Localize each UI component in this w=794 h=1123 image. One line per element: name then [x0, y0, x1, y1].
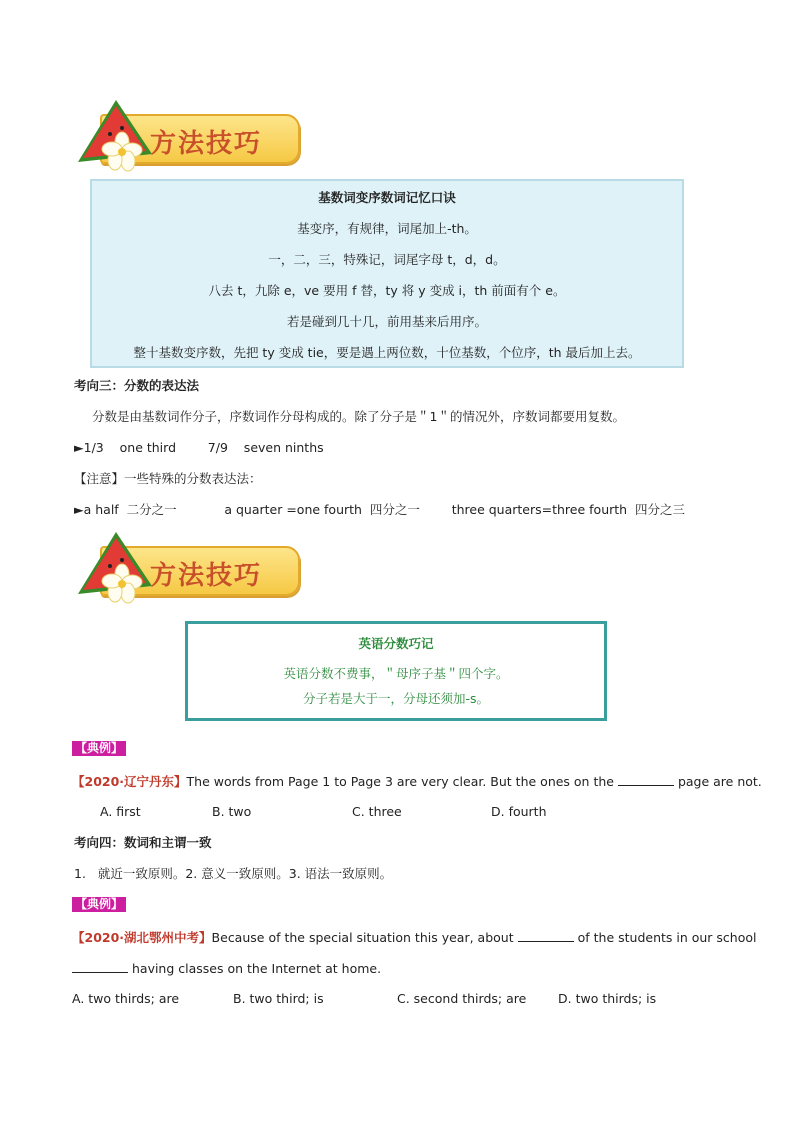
mnemonic-line: 八去 t，九除 e，ve 要用 f 替，ty 将 y 变成 i，th 前面有个 e。 — [208, 283, 566, 298]
watermelon-flower-icon — [70, 528, 160, 608]
banner-title: 方法技巧 — [150, 561, 263, 591]
option-b: B. two — [212, 804, 252, 819]
option-b: B. two third; is — [233, 991, 324, 1006]
question-text: The words from Page 1 to Page 3 are very clear. But the ones on the — [186, 774, 614, 789]
method-tips-banner — [70, 96, 300, 176]
cardinal-ordinal-mnemonic-box — [90, 179, 684, 368]
option-a: A. two thirds; are — [72, 991, 180, 1006]
rules-line: 1. 就近一致原则。2. 意义一致原则。3. 语法一致原则。 — [74, 866, 393, 881]
option-d: D. two thirds; is — [558, 991, 657, 1006]
example-tag: 【典例】 — [72, 741, 126, 756]
example-tag: 【典例】 — [72, 897, 126, 912]
question-text: of the students in our school — [577, 930, 757, 945]
question-source: 【2020·辽宁丹东】 — [72, 774, 187, 789]
question-source: 【2020·湖北鄂州中考】 — [72, 930, 212, 945]
section-heading: 考向三：分数的表达法 — [74, 378, 200, 393]
banner-title: 方法技巧 — [150, 129, 263, 159]
fraction-mnemonic-box — [185, 621, 607, 721]
answer-blank — [518, 929, 574, 942]
section-heading: 考向四：数词和主谓一致 — [74, 835, 212, 850]
option-c: C. three — [352, 804, 402, 819]
mnemonic-line: 基变序，有规律，词尾加上-th。 — [297, 221, 477, 236]
question-text: Because of the special situation this year, about — [211, 930, 514, 945]
question-text: page are not. — [677, 774, 762, 789]
question-line2 — [72, 960, 381, 977]
example-line: ►1/3 one third 7/9 seven ninths — [74, 440, 324, 455]
note-line: 【注意】一些特殊的分数表达法： — [74, 471, 262, 486]
mnemonic-line: 一，二，三，特殊记，词尾字母 t，d，d。 — [268, 252, 506, 267]
answer-blank — [72, 960, 128, 973]
mnemonic-line: 整十基数变序数，先把 ty 变成 tie，要是遇上两位数，十位基数，个位序，th 最后加上去。 — [133, 345, 641, 360]
mnemonic-line: 英语分数不费事，＂母序子基＂四个字。 — [283, 666, 509, 681]
mnemonic-line: 分子若是大于一，分母还须加-s。 — [302, 691, 490, 706]
option-d: D. fourth — [491, 804, 547, 819]
answer-blank — [618, 773, 674, 786]
method-tips-banner — [70, 528, 300, 608]
question-text: having classes on the Internet at home. — [131, 961, 382, 976]
box-title: 基数词变序数词记忆口诀 — [318, 190, 456, 205]
example-line: ►a half 二分之一 a quarter =one fourth 四分之一 three quarters=three fourth 四分之三 — [74, 502, 686, 517]
option-a: A. first — [100, 804, 141, 819]
question — [72, 929, 757, 946]
watermelon-flower-icon — [70, 96, 160, 176]
box-title: 英语分数巧记 — [358, 636, 434, 651]
question — [72, 773, 762, 790]
option-c: C. second thirds; are — [397, 991, 527, 1006]
mnemonic-line: 若是碰到几十几，前用基来后用序。 — [286, 314, 487, 329]
paragraph: 分数是由基数词作分子，序数词作分母构成的。除了分子是＂1＂的情况外，序数词都要用复数。 — [92, 409, 625, 424]
